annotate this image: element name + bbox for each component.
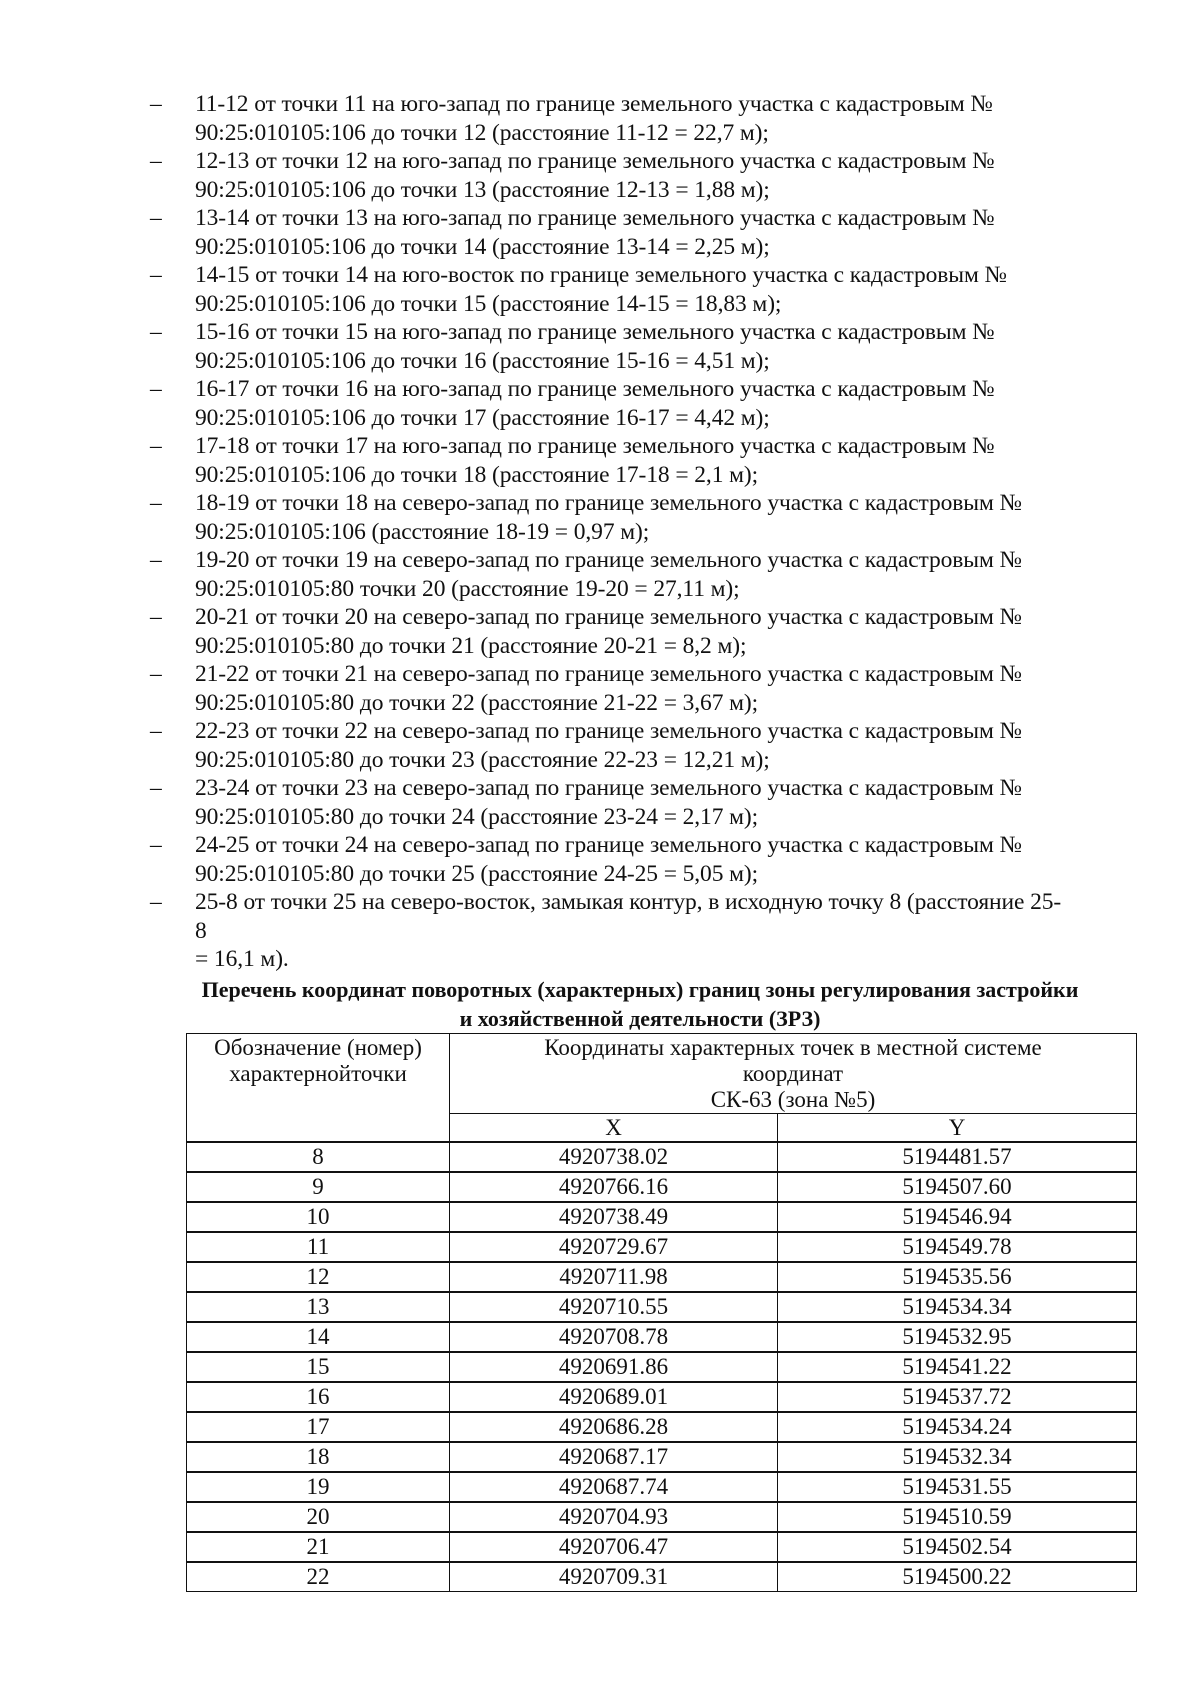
coords-header-line-3: СК-63 (зона №5)	[710, 1087, 876, 1112]
cell-y: 5194531.55	[778, 1472, 1137, 1502]
table-row	[187, 1142, 1137, 1172]
point-designation-header	[187, 1034, 450, 1143]
section-title	[150, 975, 1130, 1033]
segment-line-1: 18-19 от точки 18 на северо-запад по границе земельного участка с кадастровым №	[195, 490, 1022, 516]
boundary-segment-item	[0, 774, 1065, 831]
segment-line-1: 23-24 от точки 23 на северо-запад по границе земельного участка с кадастровым №	[195, 775, 1022, 801]
cell-y: 5194500.22	[778, 1562, 1137, 1592]
cell-y: 5194510.59	[778, 1502, 1137, 1532]
table-row	[187, 1502, 1137, 1532]
boundary-segment-item	[0, 546, 1065, 603]
cell-y: 5194534.24	[778, 1412, 1137, 1442]
section-title-line-1: Перечень координат поворотных (характерных) границ зоны регулирования застройки	[201, 977, 1079, 1002]
cell-x: 4920687.74	[450, 1472, 778, 1502]
cell-point: 22	[187, 1562, 450, 1592]
segment-line-2: 90:25:010105:106 до точки 14 (расстояние 13-14 = 2,25 м);	[195, 233, 770, 260]
boundary-segment-item	[0, 888, 1065, 974]
cell-x: 4920691.86	[450, 1352, 778, 1382]
cell-y: 5194541.22	[778, 1352, 1137, 1382]
segment-line-1: 20-21 от точки 20 на северо-запад по границе земельного участка с кадастровым №	[195, 604, 1022, 630]
list-bullet-dash: –	[150, 775, 162, 801]
cell-point: 13	[187, 1292, 450, 1322]
cell-point: 14	[187, 1322, 450, 1352]
segment-line-1: 17-18 от точки 17 на юго-запад по границе земельного участка с кадастровым №	[195, 433, 995, 459]
list-bullet-dash: –	[150, 718, 162, 744]
coordinates-table-body	[187, 1142, 1137, 1592]
segment-line-2: 90:25:010105:80 до точки 25 (расстояние 24-25 = 5,05 м);	[195, 860, 759, 887]
segment-line-1: 22-23 от точки 22 на северо-запад по границе земельного участка с кадастровым №	[195, 718, 1022, 744]
segment-line-1: 15-16 от точки 15 на юго-запад по границе земельного участка с кадастровым №	[195, 319, 995, 345]
coordinates-table	[186, 1033, 1137, 1592]
segment-line-1: 25-8 от точки 25 на северо-восток, замыкая контур, в исходную точку 8 (расстояние 25-8	[195, 889, 1062, 944]
table-row	[187, 1352, 1137, 1382]
cell-y: 5194537.72	[778, 1382, 1137, 1412]
cell-x: 4920689.01	[450, 1382, 778, 1412]
boundary-segment-item	[0, 831, 1065, 888]
coordinates-header	[450, 1034, 1137, 1114]
cell-x: 4920729.67	[450, 1232, 778, 1262]
cell-x: 4920766.16	[450, 1172, 778, 1202]
cell-x: 4920708.78	[450, 1322, 778, 1352]
list-bullet-dash: –	[150, 490, 162, 516]
cell-point: 21	[187, 1532, 450, 1562]
list-bullet-dash: –	[150, 433, 162, 459]
section-title-line-2: и хозяйственной деятельности (ЗРЗ)	[459, 1006, 821, 1031]
boundary-segment-list	[0, 90, 1200, 974]
segment-line-2: 90:25:010105:106 до точки 16 (расстояние 15-16 = 4,51 м);	[195, 347, 770, 374]
coords-header-line-2: координат	[742, 1061, 844, 1086]
list-bullet-dash: –	[150, 319, 162, 345]
cell-point: 19	[187, 1472, 450, 1502]
cell-y: 5194546.94	[778, 1202, 1137, 1232]
segment-line-1: 19-20 от точки 19 на северо-запад по границе земельного участка с кадастровым №	[195, 547, 1022, 573]
cell-point: 10	[187, 1202, 450, 1232]
segment-line-2: 90:25:010105:106 до точки 17 (расстояние 16-17 = 4,42 м);	[195, 404, 770, 431]
boundary-segment-item	[0, 261, 1065, 318]
segment-line-2: 90:25:010105:106 до точки 13 (расстояние 12-13 = 1,88 м);	[195, 176, 770, 203]
boundary-segment-item	[0, 147, 1065, 204]
table-row	[187, 1442, 1137, 1472]
segment-line-2: 90:25:010105:80 до точки 22 (расстояние 21-22 = 3,67 м);	[195, 689, 759, 716]
list-bullet-dash: –	[150, 832, 162, 858]
cell-x: 4920710.55	[450, 1292, 778, 1322]
boundary-segment-item	[0, 318, 1065, 375]
segment-line-1: 24-25 от точки 24 на северо-запад по границе земельного участка с кадастровым №	[195, 832, 1022, 858]
table-row	[187, 1382, 1137, 1412]
segment-line-2: 90:25:010105:106 до точки 18 (расстояние 17-18 = 2,1 м);	[195, 461, 759, 488]
cell-point: 8	[187, 1142, 450, 1172]
cell-x: 4920704.93	[450, 1502, 778, 1532]
table-row	[187, 1202, 1137, 1232]
cell-y: 5194534.34	[778, 1292, 1137, 1322]
boundary-segment-item	[0, 90, 1065, 147]
cell-point: 20	[187, 1502, 450, 1532]
table-header-row	[187, 1034, 1137, 1114]
cell-point: 16	[187, 1382, 450, 1412]
cell-x: 4920709.31	[450, 1562, 778, 1592]
list-bullet-dash: –	[150, 376, 162, 402]
table-row	[187, 1262, 1137, 1292]
y-column-header: Y	[778, 1114, 1137, 1143]
list-bullet-dash: –	[150, 262, 162, 288]
table-row	[187, 1562, 1137, 1592]
list-bullet-dash: –	[150, 205, 162, 231]
segment-line-1: 12-13 от точки 12 на юго-запад по границе земельного участка с кадастровым №	[195, 148, 995, 174]
table-row	[187, 1532, 1137, 1562]
cell-y: 5194549.78	[778, 1232, 1137, 1262]
cell-y: 5194502.54	[778, 1532, 1137, 1562]
cell-point: 18	[187, 1442, 450, 1472]
list-bullet-dash: –	[150, 604, 162, 630]
point-header-line-1: Обозначение (номер)	[214, 1035, 422, 1060]
table-row	[187, 1472, 1137, 1502]
cell-x: 4920738.02	[450, 1142, 778, 1172]
segment-line-2: 90:25:010105:106 до точки 12 (расстояние 11-12 = 22,7 м);	[195, 119, 769, 146]
table-row	[187, 1412, 1137, 1442]
cell-y: 5194535.56	[778, 1262, 1137, 1292]
boundary-segment-item	[0, 204, 1065, 261]
point-header-line-2: характернойточки	[229, 1061, 407, 1086]
table-row	[187, 1172, 1137, 1202]
boundary-segment-item	[0, 432, 1065, 489]
cell-x: 4920706.47	[450, 1532, 778, 1562]
boundary-segment-item	[0, 717, 1065, 774]
segment-line-2: 90:25:010105:80 до точки 23 (расстояние 22-23 = 12,21 м);	[195, 746, 770, 773]
cell-y: 5194481.57	[778, 1142, 1137, 1172]
segment-line-1: 11-12 от точки 11 на юго-запад по границе земельного участка с кадастровым №	[195, 91, 993, 117]
table-row	[187, 1322, 1137, 1352]
list-bullet-dash: –	[150, 148, 162, 174]
cell-x: 4920686.28	[450, 1412, 778, 1442]
segment-line-2: 90:25:010105:106 до точки 15 (расстояние 14-15 = 18,83 м);	[195, 290, 782, 317]
list-bullet-dash: –	[150, 889, 162, 915]
table-row	[187, 1292, 1137, 1322]
cell-y: 5194532.95	[778, 1322, 1137, 1352]
boundary-segment-item	[0, 489, 1065, 546]
boundary-segment-item	[0, 375, 1065, 432]
list-bullet-dash: –	[150, 547, 162, 573]
cell-point: 12	[187, 1262, 450, 1292]
cell-point: 11	[187, 1232, 450, 1262]
segment-line-1: 21-22 от точки 21 на северо-запад по границе земельного участка с кадастровым №	[195, 661, 1022, 687]
cell-point: 15	[187, 1352, 450, 1382]
cell-x: 4920711.98	[450, 1262, 778, 1292]
segment-line-2: 90:25:010105:80 точки 20 (расстояние 19-20 = 27,11 м);	[195, 575, 740, 602]
segment-line-2: 90:25:010105:106 (расстояние 18-19 = 0,97 м);	[195, 518, 650, 545]
cell-x: 4920738.49	[450, 1202, 778, 1232]
segment-line-2: 90:25:010105:80 до точки 21 (расстояние 20-21 = 8,2 м);	[195, 632, 747, 659]
cell-y: 5194507.60	[778, 1172, 1137, 1202]
cell-point: 17	[187, 1412, 450, 1442]
list-bullet-dash: –	[150, 661, 162, 687]
segment-line-1: 13-14 от точки 13 на юго-запад по границе земельного участка с кадастровым №	[195, 205, 995, 231]
segment-line-2: = 16,1 м).	[195, 946, 289, 972]
boundary-segment-item	[0, 603, 1065, 660]
coords-header-line-1: Координаты характерных точек в местной системе	[544, 1035, 1042, 1060]
segment-line-2: 90:25:010105:80 до точки 24 (расстояние 23-24 = 2,17 м);	[195, 803, 759, 830]
boundary-segment-item	[0, 660, 1065, 717]
list-bullet-dash: –	[150, 91, 162, 117]
table-row	[187, 1232, 1137, 1262]
cell-point: 9	[187, 1172, 450, 1202]
segment-line-1: 16-17 от точки 16 на юго-запад по границе земельного участка с кадастровым №	[195, 376, 995, 402]
x-column-header: X	[450, 1114, 778, 1143]
segment-line-1: 14-15 от точки 14 на юго-восток по границе земельного участка с кадастровым №	[195, 262, 1007, 288]
cell-y: 5194532.34	[778, 1442, 1137, 1472]
cell-x: 4920687.17	[450, 1442, 778, 1472]
